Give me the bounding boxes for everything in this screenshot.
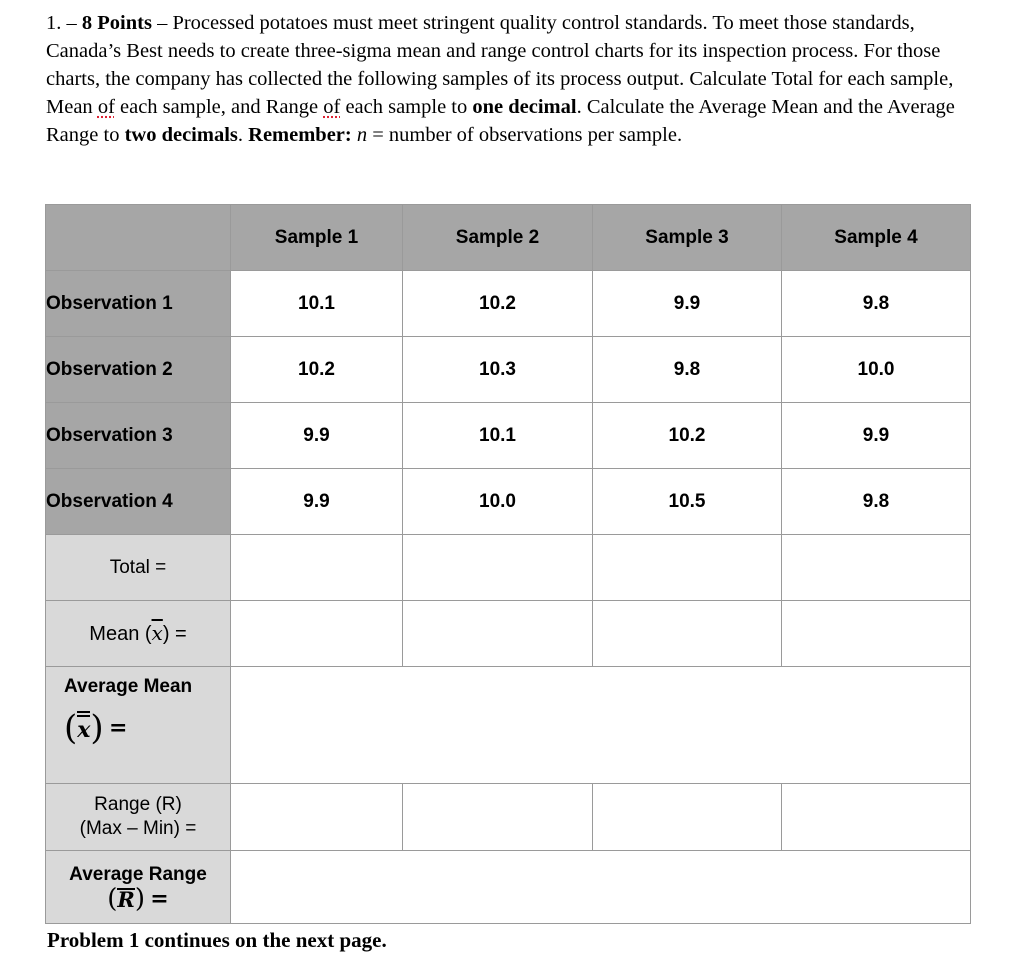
cell-value: 9.8 <box>593 337 782 403</box>
average-mean-row <box>46 667 971 784</box>
total-label: Total = <box>46 535 231 601</box>
observation-row <box>46 403 971 469</box>
range-row <box>46 784 971 851</box>
row-label: Observation 4 <box>46 469 231 535</box>
cell-value: 10.0 <box>403 469 593 535</box>
cell-value: 10.1 <box>403 403 593 469</box>
cell-value: 10.2 <box>231 337 403 403</box>
problem-points: 8 Points <box>81 12 152 34</box>
mean-row <box>46 601 971 667</box>
range-label: Range (R) (Max – Min) = <box>46 784 231 851</box>
observation-row <box>46 337 971 403</box>
footer-note: Problem 1 continues on the next page. <box>47 928 387 952</box>
cell-value: 9.9 <box>231 403 403 469</box>
mean-label: Mean $(\overline{x})$ = <box>46 601 231 667</box>
range-input-3[interactable] <box>593 784 782 851</box>
cell-value: 9.9 <box>231 469 403 535</box>
header-sample-1: Sample 1 <box>231 205 403 271</box>
total-input-2[interactable] <box>403 535 593 601</box>
mean-input-3[interactable] <box>593 601 782 667</box>
problem-statement: 1. – 8 Points – Processed potatoes must meet stringent quality control standards. To meet those standards, Canada’s Best needs to create three-sigma mean and range control charts for its inspection process. For those charts, the company has collected the following samples of its process output. Calculate Total for each sample, Mean of each sample, and Range of each sample to one decimal. Calculate the Average Mean and the Average Range to two decimals. Remember: n = number of observations per sample. <box>46 12 955 146</box>
row-label: Observation 2 <box>46 337 231 403</box>
average-range-input[interactable] <box>231 851 971 924</box>
cell-value: 10.5 <box>593 469 782 535</box>
total-row <box>46 535 971 601</box>
range-input-1[interactable] <box>231 784 403 851</box>
cell-value: 9.9 <box>782 403 971 469</box>
cell-value: 10.2 <box>593 403 782 469</box>
problem-number: 1. – <box>46 12 77 34</box>
cell-value: 10.1 <box>231 271 403 337</box>
cell-value: 9.8 <box>782 469 971 535</box>
mean-input-2[interactable] <box>403 601 593 667</box>
x-bar-symbol: $\overline{x}$ <box>151 621 163 645</box>
average-mean-label: Average Mean (x) = <box>46 667 231 784</box>
average-mean-input[interactable] <box>231 667 971 784</box>
row-label: Observation 3 <box>46 403 231 469</box>
header-sample-4: Sample 4 <box>782 205 971 271</box>
cell-value: 10.2 <box>403 271 593 337</box>
x-double-bar-symbol: x <box>77 717 91 743</box>
header-sample-2: Sample 2 <box>403 205 593 271</box>
cell-value: 10.3 <box>403 337 593 403</box>
total-input-3[interactable] <box>593 535 782 601</box>
observation-row <box>46 469 971 535</box>
cell-value: 9.9 <box>593 271 782 337</box>
total-input-1[interactable] <box>231 535 403 601</box>
corner-cell <box>46 205 231 271</box>
observation-row <box>46 271 971 337</box>
mean-input-4[interactable] <box>782 601 971 667</box>
cell-value: 10.0 <box>782 337 971 403</box>
total-input-4[interactable] <box>782 535 971 601</box>
samples-table <box>45 204 971 924</box>
average-range-row <box>46 851 971 924</box>
average-range-label: Average Range (R) = <box>46 851 231 924</box>
mean-input-1[interactable] <box>231 601 403 667</box>
r-bar-symbol: R <box>117 886 135 912</box>
header-sample-3: Sample 3 <box>593 205 782 271</box>
header-row <box>46 205 971 271</box>
range-input-2[interactable] <box>403 784 593 851</box>
cell-value: 9.8 <box>782 271 971 337</box>
row-label: Observation 1 <box>46 271 231 337</box>
range-input-4[interactable] <box>782 784 971 851</box>
